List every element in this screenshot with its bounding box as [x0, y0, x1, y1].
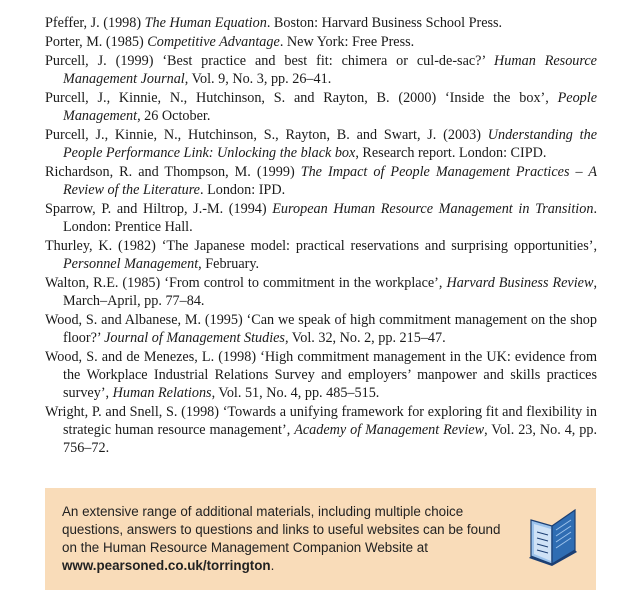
open-book-icon	[527, 506, 579, 568]
reference-item: Purcell, J., Kinnie, N., Hutchinson, S., Rayton, B. and Swart, J. (2003) Understanding the People Performance Link: Unlocking the black box, Research report. London: CIPD.	[45, 127, 597, 161]
reference-item: Sparrow, P. and Hiltrop, J.-M. (1994) European Human Resource Management in Transition. London: Prentice Hall.	[45, 201, 597, 235]
reference-item: Wood, S. and de Menezes, L. (1998) ‘High commitment management in the UK: evidence from the Workplace Industrial Relations Survey and employers’ manpower and skills practices survey’, Human Relations, Vol. 51, No. 4, pp. 485–515.	[45, 349, 597, 401]
reference-item: Richardson, R. and Thompson, M. (1999) The Impact of People Management Practices – A Review of the Literature. London: IPD.	[45, 164, 597, 198]
reference-item: Wright, P. and Snell, S. (1998) ‘Towards a unifying framework for exploring fit and flexibility in strategic human resource management’, Academy of Management Review, Vol. 23, No. 4, pp. 756–72.	[45, 404, 597, 456]
reference-item: Thurley, K. (1982) ‘The Japanese model: practical reservations and surprising opportunities’, Personnel Management, February.	[45, 238, 597, 272]
companion-website-panel	[45, 488, 596, 590]
reference-item: Purcell, J. (1999) ‘Best practice and best fit: chimera or cul-de-sac?’ Human Resource Management Journal, Vol. 9, No. 3, pp. 26–41.	[45, 53, 597, 87]
companion-website-text: An extensive range of additional materials, including multiple choice questions, answers to questions and links to useful websites can be found on the Human Resource Management Companion Website at www.pearsoned.co.uk/torrington.	[62, 504, 501, 573]
reference-item: Wood, S. and Albanese, M. (1995) ‘Can we speak of high commitment management on the shop floor?’ Journal of Management Studies, Vol. 32, No. 2, pp. 215–47.	[45, 312, 597, 346]
reference-item: Walton, R.E. (1985) ‘From control to commitment in the workplace’, Harvard Business Review, March–April, pp. 77–84.	[45, 275, 597, 309]
reference-item: Pfeffer, J. (1998) The Human Equation. Boston: Harvard Business School Press.	[45, 15, 503, 31]
reference-list	[45, 14, 597, 458]
reference-item: Purcell, J., Kinnie, N., Hutchinson, S. and Rayton, B. (2000) ‘Inside the box’, People Management, 26 October.	[45, 90, 597, 124]
companion-website-link[interactable]: www.pearsoned.co.uk/torrington	[62, 558, 271, 573]
reference-item: Porter, M. (1985) Competitive Advantage. New York: Free Press.	[45, 34, 415, 50]
